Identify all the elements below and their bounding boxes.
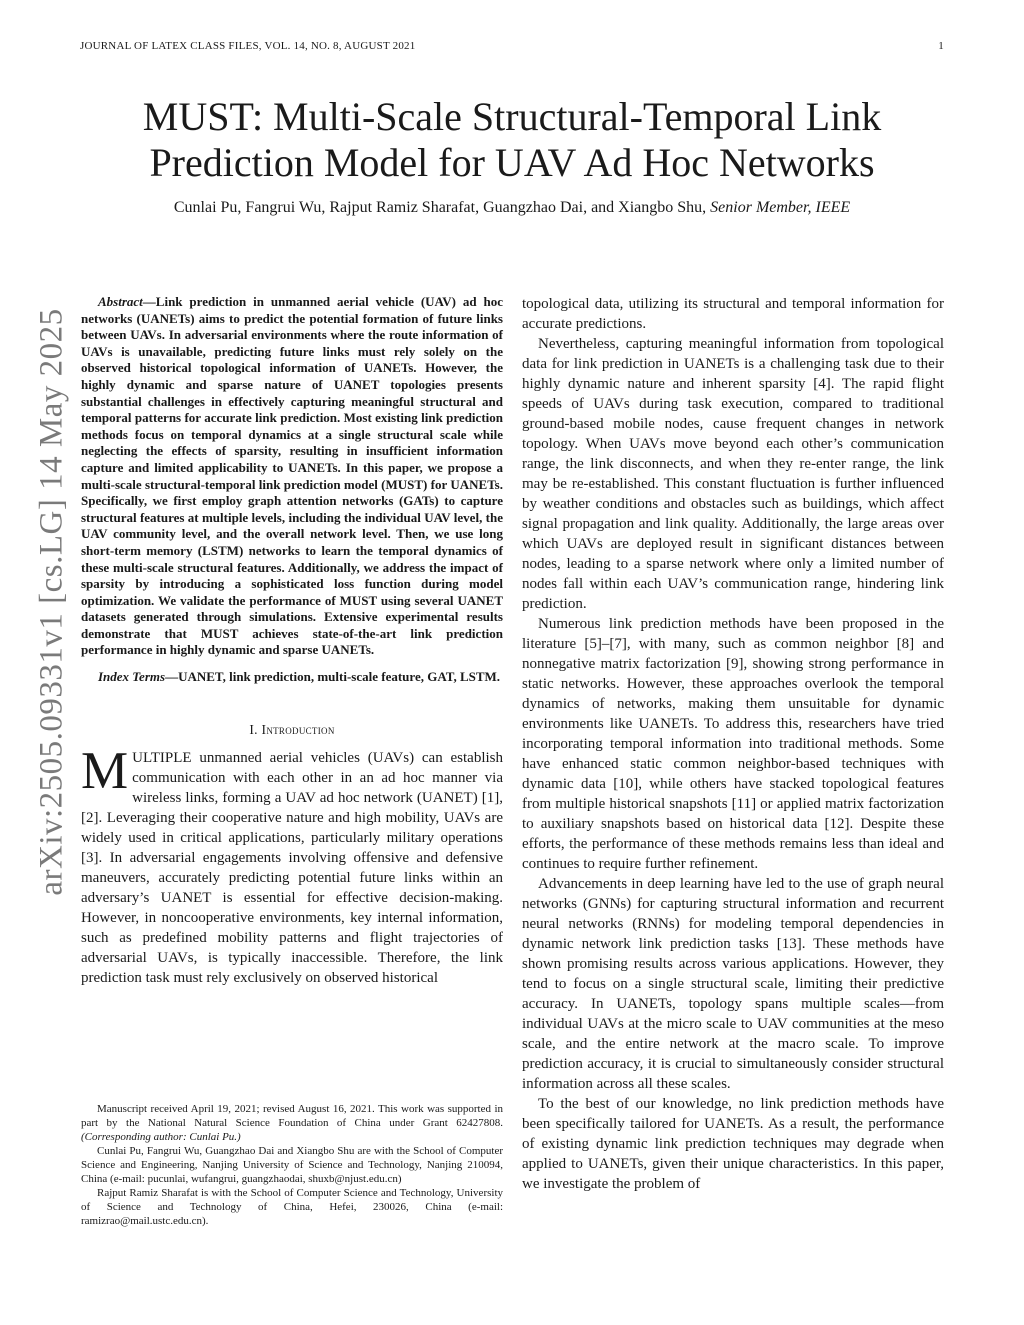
abstract-text: —Link prediction in unmanned aerial vehicle (UAV) ad hoc networks (UANETs) aims to predict the potential formation of future links between UAVs. In adversarial environments where the route information of UAVs is unavailable, predicting future links must rely solely on the observed historical topological information of UANETs. However, the highly dynamic and sparse nature of UANET topologies presents substantial challenges in effectively capturing meaningful structural and temporal patterns for accurate link prediction. Most existing link prediction methods focus on temporal dynamics at a single structural scale while neglecting the effects of sparsity, resulting in insufficient information capture and limited applicability to UANETs. In this paper, we propose a multi-scale structural-temporal link prediction model (MUST) for UANETs. Specifically, we first employ graph attention networks (GATs) to capture structural features at multiple levels, including the individual UAV level, the UAV community level, and the overall network level. Then, we use long short-term memory (LSTM) networks to learn the temporal dynamics of these multi-scale structural features. Additionally, we address the impact of sparsity by introducing a sophisticated loss function during model optimization. We validate the performance of MUST using several UANET datasets generated through simulations. Extensive experimental results demonstrate that MUST achieves state-of-the-art link prediction performance in highly dynamic and sparse UANETs. [81, 294, 503, 658]
arxiv-id: arXiv:2505.09331v1 [cs.LG] 14 May 2025 [33, 308, 70, 896]
section-title: Introduction [261, 721, 335, 737]
footnote-affiliation-1: Cunlai Pu, Fangrui Wu, Guangzhao Dai and Xiangbo Shu are with the School of Computer Science and Engineering, Nanjing University of Science and Technology, Nanjing 210094, China (e-mail: pucunlai, wufangrui, guangzhaodai, shuxb@njust.edu.cn) [81, 1145, 503, 1185]
paragraph-deep-learning: Advancements in deep learning have led to the use of graph neural networks (GNNs) for capturing structural information and recurrent neural networks (RNNs) for modeling temporal dependencies in dynamic network link prediction tasks [13]. These methods have shown promising results across various applications. However, they tend to focus on a single structural scale, limiting their predictive accuracy. In UANETs, topology spans multiple scales—from individual UAVs at the micro scale to UAV communities at the meso scale, and the entire network at the macro scale. To improve prediction accuracy, it is crucial to simultaneously consider structural information across all these scales. [522, 876, 944, 1092]
footnotes [81, 1102, 503, 1228]
abstract [81, 294, 503, 659]
journal-name: JOURNAL OF LATEX CLASS FILES, VOL. 14, NO. 8, AUGUST 2021 [80, 40, 416, 52]
author-names: Cunlai Pu, Fangrui Wu, Rajput Ramiz Sharafat, Guangzhao Dai, and Xiangbo Shu, [173, 199, 707, 216]
left-column [81, 294, 503, 988]
paragraph-motivation: To the best of our knowledge, no link prediction methods have been specifically tailored for UANETs. As a result, the performance of existing dynamic link prediction techniques may degrade when applied to UANETs, given their unique characteristics. In this paper, we investigate the problem of [522, 1096, 944, 1192]
index-terms-label: Index Terms [98, 669, 166, 685]
footnote-corresponding: (Corresponding author: Cunlai Pu.) [81, 1131, 241, 1143]
drop-cap: M [81, 741, 129, 800]
title-line-1: MUST: Multi-Scale Structural-Temporal Link [142, 94, 882, 139]
intro-text: ULTIPLE unmanned aerial vehicles (UAVs) can establish communication with each other in an ad hoc manner via wireless links, forming a UAV ad hoc network (UANET) [1], [2]. Leveraging their cooperative nature and high mobility, UAVs are widely used in critical applications, particularly military operations [3]. In adversarial engagements involving offensive and defensive maneuvers, accurately predicting potential future links within an adversary’s UANET is essential for effective decision-making. However, in noncooperative environments, key internal information, such as predefined mobility patterns and flight trajectories of adversarial UAVs, is typically inaccessible. Therefore, the link prediction task must rely exclusively on observed historical [81, 749, 503, 986]
footnote-manuscript-text: Manuscript received April 19, 2021; revised August 16, 2021. This work was supported in part by the National Natural Science Foundation of China under Grant 62427808. [81, 1103, 503, 1129]
paragraph-challenges: Nevertheless, capturing meaningful information from topological data for link prediction in UANETs is a challenging task due to their highly dynamic nature and inherent sparsity [4]. The rapid flight speeds of UAVs during task execution, compared to traditional ground-based mobile nodes, cause frequent changes in network topology. When UAVs move beyond each other’s communication range, the link disconnects, and when they re-enter range, the link may be re-established. This constant fluctuation is further influenced by weather conditions and obstacles such as buildings, which affect signal propagation and link quality. Additionally, the large areas over which UAVs are deployed result in significant distances between nodes, leading to a sparse network where only a limited number of nodes fall within each UAV’s communication range, hindering link prediction. [522, 336, 944, 612]
index-terms [81, 669, 503, 686]
index-terms-text: —UANET, link prediction, multi-scale feature, GAT, LSTM. [165, 669, 501, 685]
abstract-label: Abstract [98, 294, 143, 309]
section-heading [81, 722, 503, 738]
right-column [522, 294, 944, 1194]
page-number: 1 [938, 40, 944, 52]
paragraph-continued: topological data, utilizing its structural and temporal information for accurate predictions. [522, 296, 944, 332]
paragraph-related-methods: Numerous link prediction methods have been proposed in the literature [5]–[7], with many, such as common neighbor [8] and nonnegative matrix factorization [9], showing strong performance in static networks. However, these approaches overlook the temporal dynamics of networks, making them unsuitable for dynamic environments like UANETs. To address this, researchers have tried incorporating temporal information into traditional methods. Some have enhanced static common neighbor-based techniques with dynamic data [10], while others have stacked topological features from multiple historical snapshots [11] or applied matrix factorization to auxiliary snapshots based on historical data [12]. Despite these efforts, the performance of these methods remains less than ideal and continues to require further refinement. [522, 616, 944, 872]
running-header [80, 40, 944, 56]
footnote-manuscript [81, 1102, 503, 1144]
author-role: Senior Member, IEEE [710, 199, 851, 216]
section-number: I. [249, 721, 258, 737]
title-line-2: Prediction Model for UAV Ad Hoc Networks [149, 140, 875, 185]
intro-paragraph [81, 741, 503, 988]
paper-title [80, 94, 944, 186]
author-list [80, 199, 944, 217]
footnote-affiliation-2: Rajput Ramiz Sharafat is with the School of Computer Science and Technology, University of Science and Technology of China, Hefei, 230026, China (e-mail: ramizrao@mail.ustc.edu.cn). [81, 1187, 503, 1227]
